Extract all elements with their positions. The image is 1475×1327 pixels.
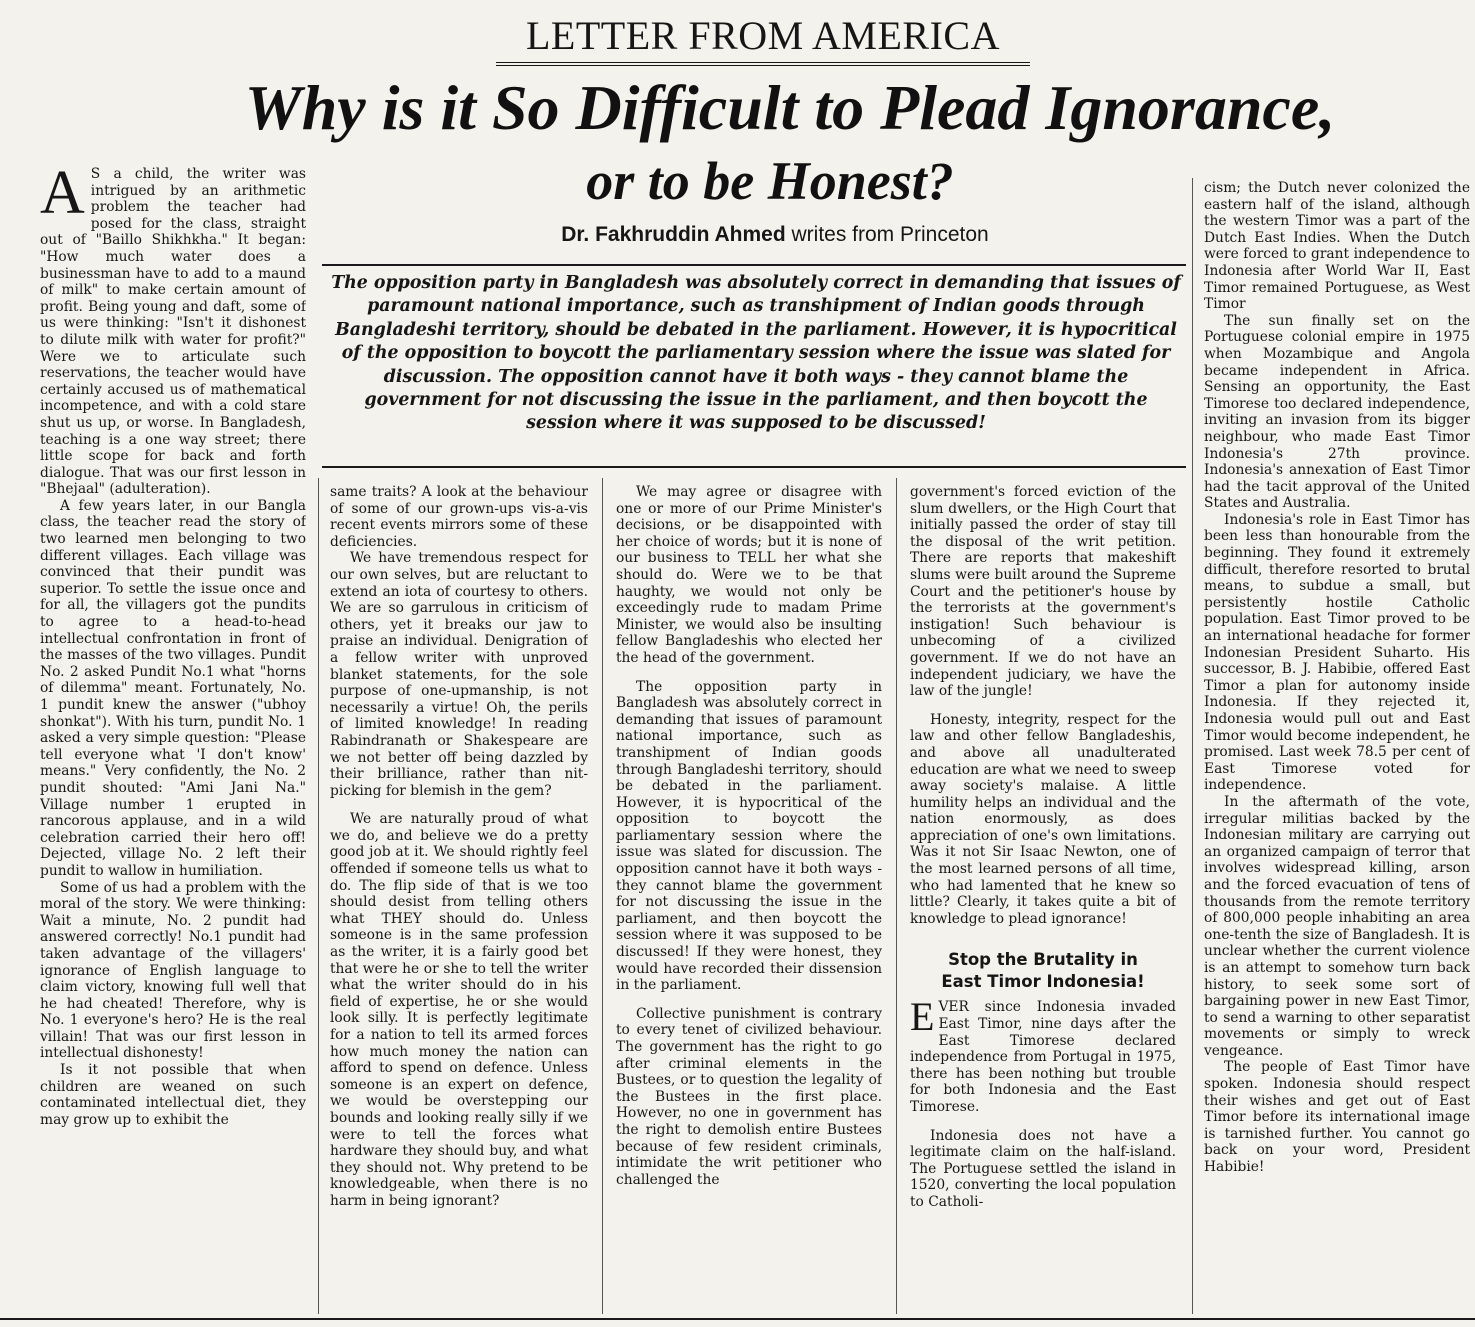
column-3 — [616, 484, 882, 1304]
subhead — [910, 949, 1176, 993]
section-kicker: LETTER FROM AMERICA — [496, 12, 1030, 66]
paragraph: The people of East Timor have spoken. Indonesia should respect their wishes and get out of East Timor before its international image is tarnished further. You cannot go back on your word, President Habibie! — [1204, 1059, 1470, 1176]
column-5 — [1204, 180, 1470, 1312]
headline-line-1: Why is it So Difficult to Plead Ignorance, — [244, 72, 1336, 143]
byline-author: Dr. Fakhruddin Ahmed — [561, 223, 786, 246]
paragraph: We may agree or disagree with one or more of our Prime Minister's decisions, or be disappointed with her choice of words; but it is none of our business to TELL her what she should do. Were we to be that haughty, we would not only be exceedingly rude to madam Prime Minister, we would also be insulting fellow Bangladeshis who elected her the head of the government. — [616, 484, 882, 666]
paragraph: same traits? A look at the behaviour of some of our grown-ups vis-a-vis recent events mirrors some of these deficiencies. — [330, 484, 588, 550]
column-4 — [910, 484, 1176, 1304]
paragraph: The opposition party in Bangladesh was absolutely correct in demanding that issues of paramount national importance, such as transhipment of Indian goods through Bangladeshi territory, should be debated in the parliament. However, it is hypocritical of the opposition to boycott the parliamentary session where the issue was slated for discussion. The opposition cannot have it both ways - they cannot blame the government for not discussing the issue in the parliament, and then boycott the session where it was supposed to be discussed! If they were honest, they would have recorded their dissension in the parliament. — [616, 678, 882, 994]
byline — [430, 222, 1120, 248]
paragraph: We are naturally proud of what we do, and believe we do a pretty good job at it. We should rightly feel offended if someone tells us what to do. The flip side of that is we too should desist from telling others what THEY should do. Unless someone is in the same profession as the writer, it is a fairly good bet that were he or she to tell the writer what the writer should do in his field of expertise, he or she would look silly. It is perfectly legitimate for a nation to tell its armed forces how much money the nation can afford to spend on defence. Unless someone is an expert on defence, we would be overstepping our bounds and looking really silly if we were to tell the forces what hardware they should buy, and what they should not. Why pretend to be knowledgeable, when there is no harm in being ignorant? — [330, 811, 588, 1209]
paragraph: In the aftermath of the vote, irregular militias backed by the Indonesian military are carrying out an organized campaign of terror that involves widespread killing, arson and the forced evacuation of tens of thousands from the remote territory of 800,000 people inhabiting an area one-tenth the size of Bangladesh. It is unclear whether the current violence is an attempt to somehow turn back history, to seek some sort of bargaining power in new East Timor, to send a warning to other separatist movements or simply to wreck vengeance. — [1204, 793, 1470, 1059]
subhead-line-2: East Timor Indonesia! — [941, 972, 1145, 992]
drop-cap: E — [910, 994, 935, 1040]
paragraph: Indonesia does not have a legitimate claim on the half-island. The Portuguese settled the island in 1520, converting the local population to Catholi- — [910, 1127, 1176, 1210]
paragraph: The sun finally set on the Portuguese colonial empire in 1975 when Mozambique and Angola became independent in Africa. Sensing an opportunity, the East Timorese too declared independence, inviting an invasion from its bigger neighbour, who made East Timor Indonesia's 27th province. Indonesia's annexation of East Timor had the tacit approval of the United States and Australia. — [1204, 312, 1470, 512]
column-divider — [896, 478, 897, 1314]
subhead-line-1: Stop the Brutality in — [948, 950, 1138, 970]
column-divider — [602, 478, 603, 1314]
paragraph: We have tremendous respect for our own selves, but are reluctant to extend an iota of courtesy to others. We are so garrulous in criticism of others, yet it breaks our jaw to praise an individual. Denigration of a fellow writer with unproved blanket statements, for the sole purpose of one-upmanship, is not necessarily a virtue! Oh, the perils of limited knowledge! In reading Rabindranath or Shakespeare are we not better off being dazzled by their brilliance, rather than nit-picking for blemish in the gem? — [330, 550, 588, 799]
byline-location: writes from Princeton — [785, 223, 989, 246]
column-divider — [1192, 178, 1193, 1314]
summary-top-rule — [322, 264, 1186, 266]
paragraph: A few years later, in our Bangla class, the teacher read the story of two learned men belonging to two different villages. Each village was convinced that their pundit was superior. To settle the issue once and for all, the villagers got the pundits to agree to a head-to-head intellectual confrontation in front of the masses of the two villages. Pundit No. 2 asked Pundit No.1 what "horns of dilemma" meant. Fortunately, No. 1 pundit knew the answer ("ubhoy shonkat"). With his turn, pundit No. 1 asked a very simple question: "Please tell everyone what 'I don't know' means." Very confidently, the No. 2 pundit shouted: "Ami Jani Na." Village number 1 erupted in rancorous applause, and in a wild celebration carried their hero off! Dejected, village No. 2 left their pundit to wallow in humiliation. — [40, 497, 306, 879]
paragraph: Honesty, integrity, respect for the law and other fellow Bangladeshis, and above all unadulterated education are what we need to sweep away society's malaise. A little humility helps an individual and the nation enormously, as does appreciation of one's own limitations. Was it not Sir Isaac Newton, one of the most learned persons of all time, who had lamented that he knew so little? Clearly, it takes quite a bit of knowledge to plead ignorance! — [910, 711, 1176, 927]
paragraph: Some of us had a problem with the moral of the story. We were thinking: Wait a minute, No. 2 pundit had answered correctly! No.1 pundit had taken advantage of the villagers' ignorance of English language to claim victory, knowing full well that he had cheated! Therefore, why is No. 1 everyone's hero? He is the real villain! That was our first lesson in intellectual dishonesty! — [40, 879, 306, 1062]
paragraph: Indonesia's role in East Timor has been less than honourable from the beginning. They found it extremely difficult, therefore resorted to brutal means, to subdue a small, but persistently hostile Catholic population. East Timor proved to be an international headache for former Indonesian President Suharto. His successor, B. J. Habibie, offered East Timor a plan for autonomy inside Indonesia. If they rejected it, Indonesia would pull out and East Timor would become independent, he promised. Last week 78.5 per cent of East Timorese voted for independence. — [1204, 511, 1470, 794]
column-2 — [330, 484, 588, 1304]
paragraph: government's forced eviction of the slum dwellers, or the High Court that initially passed the order of stay till the disposal of the writ petition. There are reports that makeshift slums were built around the Supreme Court and the petitioner's house by the terrorists at the government's instigation! Such behaviour is unbecoming of a civilized government. If we do not have an independent judiciary, we have the law of the jungle! — [910, 484, 1176, 700]
paragraph: Collective punishment is contrary to every tenet of civilized behaviour. The government has the right to go after criminal elements in the Bustees, or to question the legality of the Bustees in the first place. However, no one in government has the right to demolish entire Bustees because of few resident criminals, intimidate the writ petitioner who challenged the — [616, 1005, 882, 1188]
paragraph: Is it not possible that when children are weaned on such contaminated intellectual diet, they may grow up to exhibit the — [40, 1062, 306, 1128]
paragraph: EVER since Indonesia invaded East Timor, nine days after the East Timorese declared independence from Portugal in 1975, there has been nothing but trouble for both Indonesia and the East Timorese. — [910, 994, 1176, 1115]
bottom-rule — [0, 1318, 1475, 1320]
column-1 — [40, 166, 306, 1300]
headline-line-2: or to be Honest? — [586, 151, 954, 211]
summary-blurb: The opposition party in Bangladesh was absolutely correct in demanding that issues of paramount national importance, such as transhipment of Indian goods through Bangladeshi territory, should be debated in the parliament. However, it is hypocritical of the opposition to boycott the parliamentary session where the issue was slated for discussion. The opposition cannot have it both ways - they cannot blame the government for not discussing the issue in the parliament, and then boycott the session where it was supposed to be discussed! — [331, 273, 1181, 434]
drop-cap: A — [40, 166, 85, 227]
paragraph: A S a child, the writer was intrigued by an arithmetic problem the teacher had posed for the class, straight out of "Baillo Shikhkha." It began: "How much water does a businessman have to add to a maund of milk" to make certain amount of profit. Being young and daft, some of us were thinking: "Isn't it dishonest to dilute milk with water for profit?" Were we to articulate such reservations, the teacher would have certainly accused us of mathematical incompetence, and with a cold stare shut us up, or worse. In Bangladesh, teaching is a one way street; there little scope for back and forth dialogue. That was our first lesson in "Bhejaal" (adulteration). — [40, 166, 306, 498]
summary-bottom-rule — [322, 466, 1186, 468]
column-divider — [318, 478, 319, 1314]
paragraph: cism; the Dutch never colonized the eastern half of the island, although the western Timor was a part of the Dutch East Indies. When the Dutch were forced to grant independence to Indonesia after World War II, East Timor remained Portuguese, as West Timor — [1204, 180, 1470, 313]
